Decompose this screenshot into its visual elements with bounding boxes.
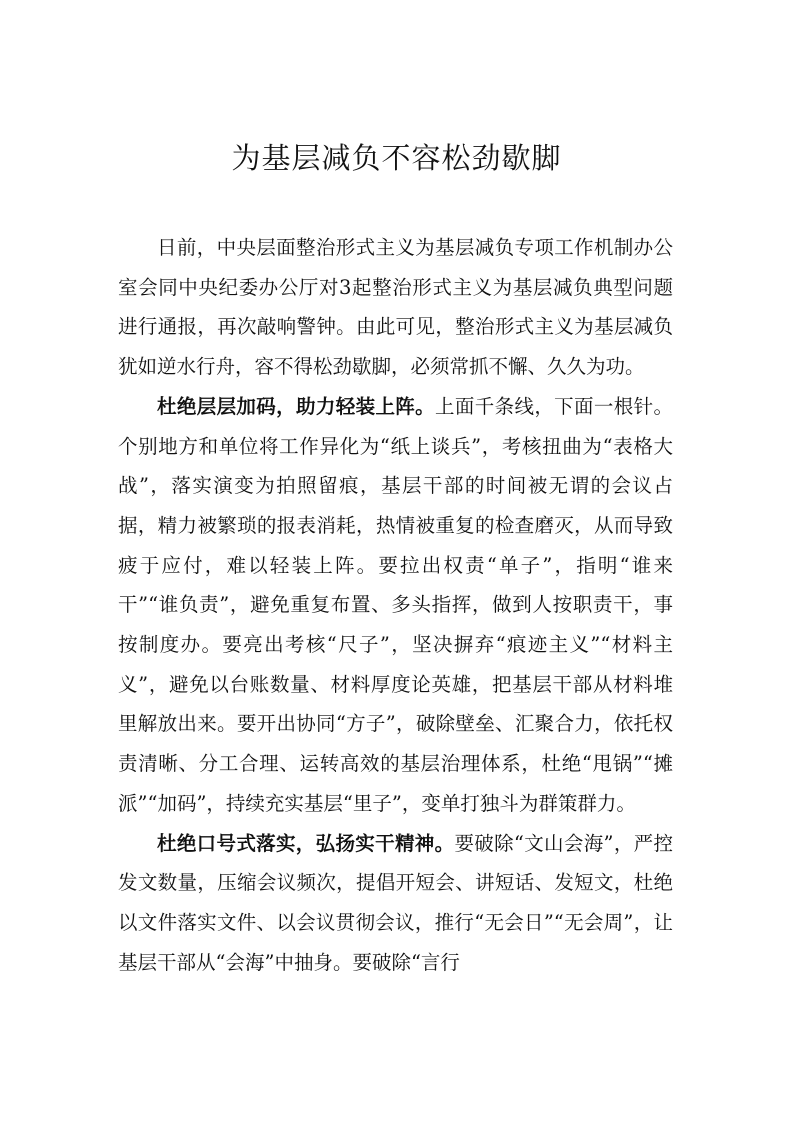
paragraph-text: 上面千条线，下面一根针。个别地方和单位将工作异化为“纸上谈兵”，考核扭曲为“表格大战”，落实演变为拍照留痕，基层干部的时间被无谓的会议占据，精力被繁琐的报表消耗，热情被重复的检查磨灭，从而导致疲于应付，难以轻装上阵。要拉出权责“单子”，指明“谁来干”“谁负责”，避免重复布置、多头指挥，做到人按职责干，事按制度办。要亮出考核“尺子”，坚决摒弃“痕迹主义”“材料主义”，避免以台账数量、材料厚度论英雄，把基层干部从材料堆里解放出来。要开出协同“方子”，破除壁垒、汇聚合力，依托权责清晰、分工合理、运转高效的基层治理体系，杜绝“甩锅”“摊派”“加码”，持续充实基层“里子”，变单打独斗为群策群力。: [118, 394, 673, 815]
paragraph-reduce-burden: [118, 387, 673, 824]
paragraph-text: 日前，中央层面整治形式主义为基层减负专项工作机制办公室会同中央纪委办公厅对3起整治形式主义为基层减负典型问题进行通报，再次敲响警钟。由此可见，整治形式主义为基层减负犹如逆水行舟，容不得松劲歇脚，必须常抓不懈、久久为功。: [118, 236, 673, 379]
paragraph-text: 要破除“文山会海”，严控发文数量，压缩会议频次，提倡开短会、讲短话、发短文，杜绝以文件落实文件、以会议贯彻会议，推行“无会日”“无会周”，让基层干部从“会海”中抽身。要破除“言行: [118, 831, 673, 974]
document-title: 为基层减负不容松劲歇脚: [231, 141, 562, 175]
paragraph-intro: [118, 228, 673, 387]
document-body: [118, 228, 673, 982]
paragraph-lead: 杜绝层层加码，助力轻装上阵。: [157, 394, 436, 418]
paragraph-lead: 杜绝口号式落实，弘扬实干精神。: [157, 831, 455, 855]
paragraph-practical-spirit: [118, 824, 673, 983]
